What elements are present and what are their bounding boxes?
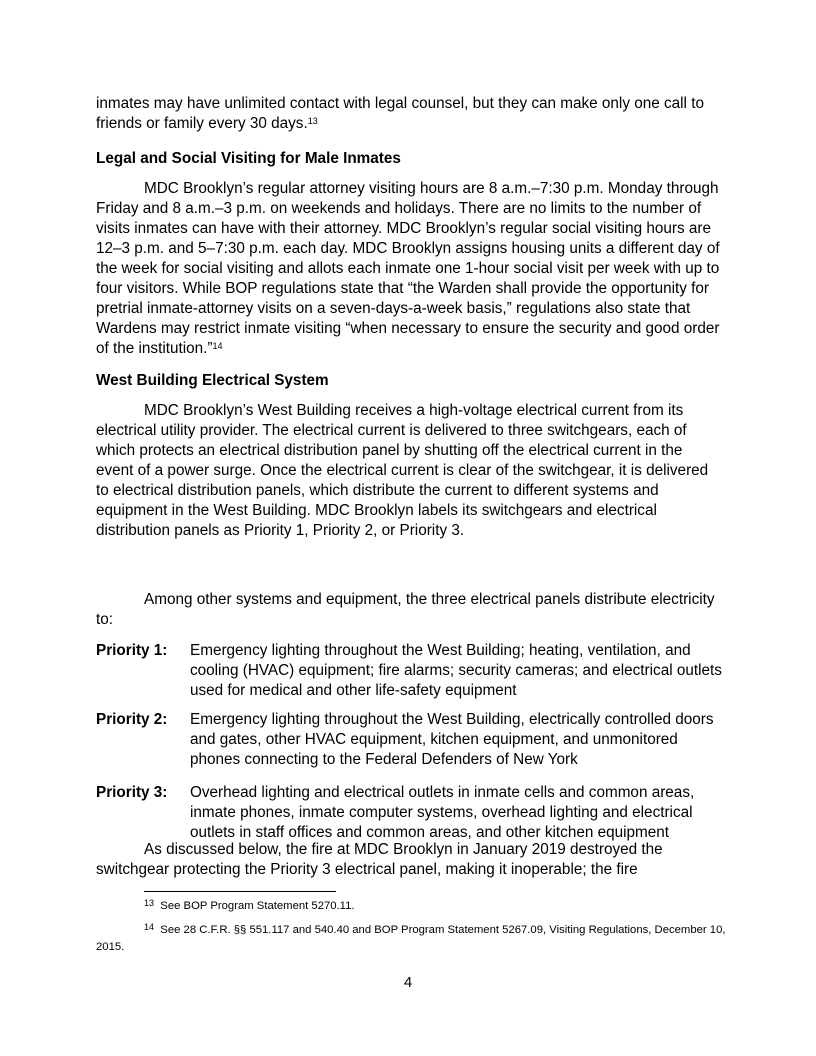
footnote-text: See 28 C.F.R. §§ 551.117 and 540.40 and BOP Program Statement 5267.09, Visiting Regulations, December 10, 2015. [96,924,726,953]
footnote-number: 14 [144,922,155,932]
priority-label: Priority 1: [96,642,168,659]
paragraph-contact-limits [96,94,722,134]
priority-label: Priority 2: [96,711,168,728]
paragraph-text: MDC Brooklyn’s regular attorney visiting hours are 8 a.m.–7:30 p.m. Monday through Friday and 8 a.m.–3 p.m. on weekends and holidays. There are no limits to the number of visits inmates can have with their attorney. MDC Brooklyn’s regular social visiting hours are 12–3 p.m. and 5–7:30 p.m. each day. MDC Brooklyn assigns housing units a different day of the week for social visiting and allots each inmate one 1-hour social visit per week with up to four visitors. While BOP regulations state that “the Warden shall provide the opportunity for pretrial inmate-attorney visits on a seven-days-a-week basis,” regulations also state that Wardens may restrict inmate visiting “when necessary to ensure the security and good order of the institution.” [96,180,720,357]
priority-item-1 [96,641,726,701]
footnote-text: See BOP Program Statement 5270.11. [160,900,355,912]
paragraph-visiting [96,179,722,359]
paragraph-distribution-intro: Among other systems and equipment, the three electrical panels distribute electricity to: [96,591,715,628]
heading-electrical: West Building Electrical System [96,372,329,389]
paragraph-fire: As discussed below, the fire at MDC Brooklyn in January 2019 destroyed the switchgear protecting the Priority 3 electrical panel, making it inoperable; the fire [96,841,663,878]
priority-item-3 [96,783,726,843]
footnote-divider [144,891,336,892]
page-number: 4 [403,974,413,991]
paragraph-text: inmates may have unlimited contact with legal counsel, but they can make only one call to friends or family every 30 days. [96,95,704,132]
priority-text: Emergency lighting throughout the West Building, electrically controlled doors and gates, other HVAC equipment, kitchen equipment, and unmonitored phones connecting to the Federal Defenders of New York [190,711,714,768]
priority-item-2 [96,710,726,770]
footnote-ref-14[interactable]: 14 [212,341,223,351]
footnote-14 [96,922,726,956]
priority-text: Emergency lighting throughout the West Building; heating, ventilation, and cooling (HVAC) equipment; fire alarms; security cameras; and electrical outlets used for medical and other life-safety equipment [190,642,722,699]
paragraph-electrical: MDC Brooklyn’s West Building receives a high-voltage electrical current from its electrical utility provider. The electrical current is delivered to three switchgears, each of which protects an electrical distribution panel by shutting off the electrical current in the event of a power surge. Once the electrical current is clear of the switchgear, it is delivered to electrical distribution panels, which distribute the current to different systems and equipment in the West Building. MDC Brooklyn labels its switchgears and electrical distribution panels as Priority 1, Priority 2, or Priority 3. [96,402,709,539]
priority-text: Overhead lighting and electrical outlets in inmate cells and common areas, inmate phones, inmate computer systems, overhead lighting and electrical outlets in staff offices and common areas, and other kitchen equipment [190,784,695,841]
heading-visiting: Legal and Social Visiting for Male Inmates [96,150,401,167]
footnote-ref-13[interactable]: 13 [307,116,318,126]
footnote-13 [96,898,726,915]
footnote-number: 13 [144,898,155,908]
priority-label: Priority 3: [96,784,168,801]
